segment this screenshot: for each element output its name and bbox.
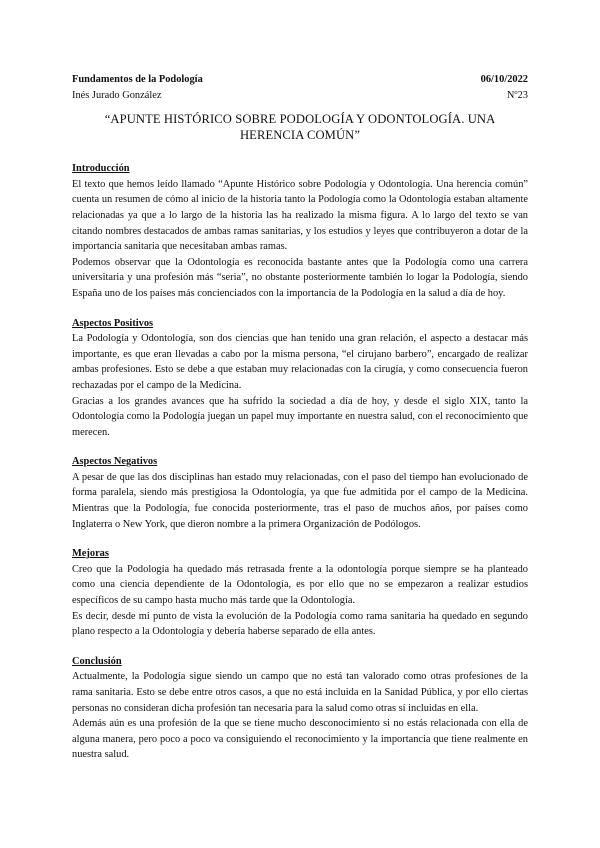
section-positive-aspects [72,316,528,441]
section-heading: Conclusión [72,655,122,667]
document-number: Nº23 [506,89,528,101]
paragraph: La Podología y Odontología, son dos ciencias que han tenido una gran relación, el aspecto a destacar más importante, es que eran llevadas a cabo por la misma persona, “el cirujano barbero”, encargado de realizar ambas profesiones. Esto se debe a que estaban muy relacionadas con la cirugía, y como consecuencia fueron rechazadas por el campo de la Medicina. [72,333,528,391]
section-heading: Introducción [72,163,130,175]
document-date: 06/10/2022 [480,74,528,85]
course-name: Fundamentos de la Podología [72,74,203,85]
section-heading: Mejoras [72,548,109,560]
paragraph: Actualmente, la Podología sigue siendo un campo que no está tan valorado como otras profesiones de la rama sanitaria. Esto se debe entre otros casos, a que no está incluida en la Sanidad Pública, y por ello ciertas personas no consideran dicha profesión tan necesaria para la salud como otras sí incluidas en ella. [72,671,528,714]
document-page [72,72,528,763]
author-name: Inés Jurado González [72,89,162,101]
header-row-1 [72,72,528,88]
paragraph: Creo que la Podología ha quedado más retrasada frente a la odontología porque siempre se ha planteado como una ciencia dependiente de la Odontología, es por ello que no se empezaron a realizar estudios específicos de su campo hasta mucho más tarde que la Odontología. [72,563,528,607]
paragraph: Además aún es una profesión de la que se tiene mucho desconocimiento si no estás relacionada con ella de alguna manera, pero poco a poco va consiguiendo el reconocimiento y la importancia que tiene realmente en nuestra salud. [72,718,528,761]
document-title: “APUNTE HISTÓRICO SOBRE PODOLOGÍA Y ODONTOLOGÍA. UNA HERENCIA COMÚN” [104,112,496,143]
section-improvements [72,546,528,640]
paragraph: Es decir, desde mi punto de vista la evolución de la Podología como rama sanitaria ha quedado en segundo plano respecto a la Odontología y debería haberse separado de ella antes. [72,610,528,638]
section-introduction [72,161,528,301]
paragraph: Podemos observar que la Odontología es reconocida bastante antes que la Podología como una carrera universitaria y una profesión más “seria”, no obstante posteriormente también lo logar la Podología, siendo España uno de los países más concienciados con la importancia de la Podología en la salud a día de hoy. [72,256,528,299]
section-conclusion [72,654,528,763]
header-row-2 [72,88,528,104]
paragraph: A pesar de que las dos disciplinas han estado muy relacionadas, con el paso del tiempo han evolucionado de forma paralela, siendo más prestigiosa la Odontología, ya que fue admitida por el campo de la Medicina. Mientras que la Podología, fue conocida posteriormente, tras el paso de muchos años, por países como Inglaterra o New York, que dieron nombre a la primera Organización de Podólogos. [72,471,528,530]
section-negative-aspects [72,454,528,532]
section-heading: Aspectos Negativos [72,456,158,468]
paragraph: El texto que hemos leído llamado “Apunte Histórico sobre Podología y Odontología. Una herencia común” cuenta un resumen de cómo al inicio de la historia tanto la Podología como la Odontología estaban altamente relacionadas ya que a lo largo de la historia las ha realizado la misma figura. A lo largo del texto se van citando nombres destacados de ambas ramas sanitarias, y los estudios y leyes que contribuyeron a dotar de la importancia sanitaria que necesitaban ambas ramas. [72,178,528,253]
section-heading: Aspectos Positivos [72,317,154,329]
paragraph: Gracias a los grandes avances que ha sufrido la sociedad a día de hoy, y desde el siglo XIX, tanto la Odontología como la Podología juegan un papel muy importante en nuestra salud, con el reconocimiento que merecen. [72,395,528,438]
